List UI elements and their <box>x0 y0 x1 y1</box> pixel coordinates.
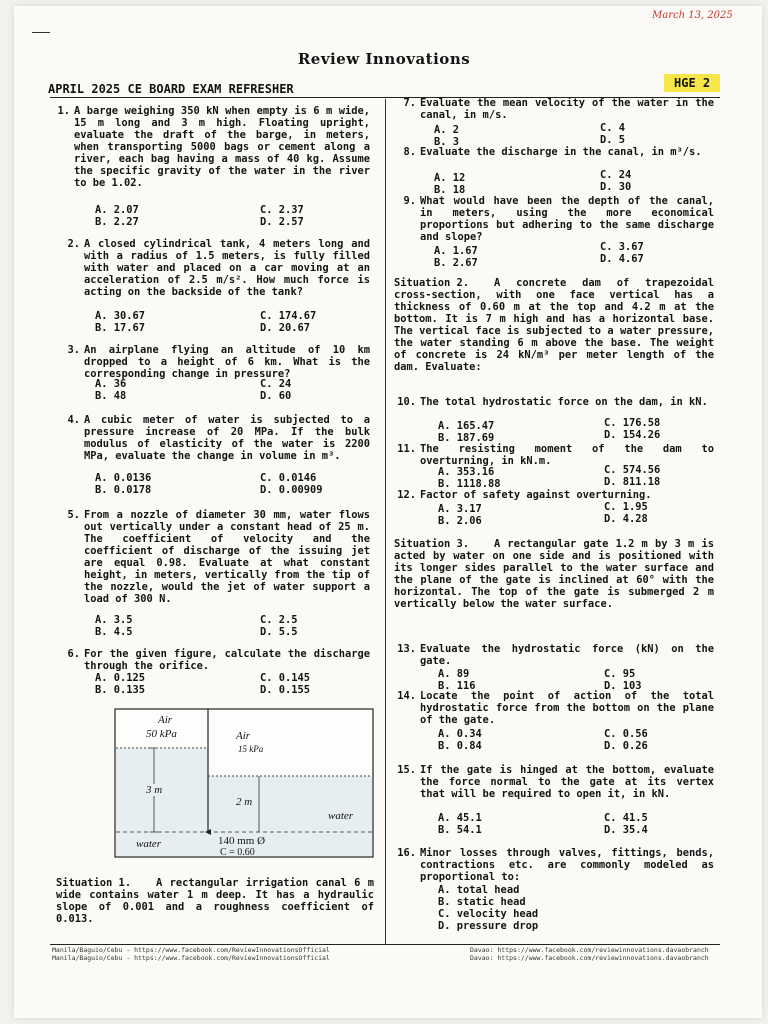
question-6: 6. For the given figure, calculate the discharge through the orifice. <box>67 648 370 672</box>
option-c: C. 3.67 <box>600 241 644 253</box>
option-b: B. 4.5 <box>95 626 133 638</box>
option-a: A. 3.17 <box>438 503 482 515</box>
option-d: D. 103 <box>604 680 642 692</box>
option-b: B. 0.0178 <box>95 484 152 496</box>
option-d: D. 0.155 <box>260 684 311 696</box>
orifice-diameter: 140 mm Ø <box>218 835 266 847</box>
question-4: 4. A cubic meter of water is subjected to a pressure increase of 20 MPa. If the bulk modulus of elasticity of the water is 2200 MPa, evaluate the change in volume in m³. <box>67 414 370 462</box>
option-a: A. 165.47 <box>438 420 495 432</box>
option-a: A. 3.5 <box>95 614 133 626</box>
option-b: B. 2.27 <box>95 216 139 228</box>
question-7: 7. Evaluate the mean velocity of the water in the canal, in m/s. <box>403 97 714 121</box>
options-16 <box>438 884 718 934</box>
option-a: A. 353.16 <box>438 466 495 478</box>
question-13: 13. Evaluate the hydrostatic force (kN) on the gate. <box>397 643 714 667</box>
option-d: D. 60 <box>260 390 292 402</box>
option-d: D. 20.67 <box>260 322 311 334</box>
option-d: D. 811.18 <box>604 476 661 488</box>
footer-left: Manila/Baguio/Cebu - https://www.facebook.com/ReviewInnovationsOfficial Manila/Baguio/Cebu - https://www.facebook.com/ReviewInnovationsOfficial <box>52 946 330 962</box>
question-14: 14. Locate the point of action of the total hydrostatic force from the bottom on the plane of the gate. <box>397 690 714 726</box>
option-a: A. total head <box>438 884 520 896</box>
option-b: B. 2.06 <box>438 515 482 527</box>
options-6 <box>95 672 375 698</box>
height-right: 2 m <box>236 796 253 808</box>
option-d: D. 30 <box>600 181 632 193</box>
option-d: D. 0.26 <box>604 740 648 752</box>
option-b: B. 2.67 <box>434 257 478 269</box>
question-11: 11. The resisting moment of the dam to overturning, in kN.m. <box>397 443 714 467</box>
air-label-left: Air <box>158 714 173 726</box>
options-2 <box>95 310 375 336</box>
option-c: C. 4 <box>600 122 626 134</box>
option-c: C. 24 <box>260 378 292 390</box>
option-c: C. velocity head <box>438 908 539 920</box>
option-a: A. 12 <box>434 172 466 184</box>
option-b: B. 0.135 <box>95 684 146 696</box>
question-15: 15. If the gate is hinged at the bottom, evaluate the force normal to the gate at its vertex that will be required to open it, in kN. <box>397 764 714 800</box>
option-b: B. 3 <box>434 136 460 148</box>
brand-title: Review Innovations <box>297 50 471 68</box>
option-a: A. 2 <box>434 124 460 136</box>
option-c: C. 0.56 <box>604 728 648 740</box>
option-c: C. 24 <box>600 169 632 181</box>
option-d: D. 4.67 <box>600 253 644 265</box>
orifice-coefficient: C = 0.60 <box>220 847 255 858</box>
situation-2: Situation 2. A concrete dam of trapezoidal cross-section, with one face vertical has a thickness of 0.60 m at the top and 4.2 m at the bottom. It is 7 m high and has a horizontal base. The vertical face is subjected to a water pressure, the water standing 6 m above the base. The weight of concrete is 24 kN/m³ per meter length of the dam. Evaluate: <box>394 277 714 373</box>
option-d: D. 5.5 <box>260 626 298 638</box>
options-1 <box>95 204 375 230</box>
option-c: C. 41.5 <box>604 812 648 824</box>
question-16: 16. Minor losses through valves, fittings, bends, contractions etc. are commonly modeled as proportional to: <box>397 847 714 883</box>
options-15 <box>438 812 718 838</box>
options-12 <box>438 503 718 529</box>
options-4 <box>95 472 375 498</box>
water-label-right: water <box>328 810 354 822</box>
option-d: D. 35.4 <box>604 824 648 836</box>
option-a: A. 30.67 <box>95 310 146 322</box>
option-c: C. 95 <box>604 668 636 680</box>
exam-header: APRIL 2025 CE BOARD EXAM REFRESHER <box>48 82 294 96</box>
option-c: C. 574.56 <box>604 464 661 476</box>
handwritten-date: March 13, 2025 <box>652 10 733 21</box>
option-a: A. 45.1 <box>438 812 482 824</box>
situation-3: Situation 3. A rectangular gate 1.2 m by 3 m is acted by water on one side and is positioned with its longer sides parallel to the water surface and the plane of the gate is inclined at 60° with the horizontal. The top of the gate is submerged 2 m vertically below the water surface. <box>394 538 714 610</box>
option-a: A. 1.67 <box>434 245 478 257</box>
option-d: D. pressure drop <box>438 920 539 932</box>
option-b: B. static head <box>438 896 526 908</box>
option-d: D. 5 <box>600 134 626 146</box>
option-d: D. 0.00909 <box>260 484 323 496</box>
option-c: C. 2.37 <box>260 204 304 216</box>
height-left: 3 m <box>146 784 163 796</box>
question-1: 1. A barge weighing 350 kN when empty is 6 m wide, 15 m long and 3 m high. Floating upright, evaluate the draft of the barge, in meters, when transporting 5000 bags or cement along a river, each bag having a mass of 40 kg. Assume the specific gravity of the water in the river to be 1.02. <box>57 105 370 189</box>
option-b: B. 18 <box>434 184 466 196</box>
question-9: 9. What would have been the depth of the canal, in meters, using the more economical proportions but adhering to the same discharge and slope? <box>403 195 714 243</box>
option-a: A. 2.07 <box>95 204 139 216</box>
option-b: B. 48 <box>95 390 127 402</box>
options-5 <box>95 614 375 640</box>
question-10: 10. The total hydrostatic force on the dam, in kN. <box>397 396 708 408</box>
option-a: A. 89 <box>438 668 470 680</box>
option-c: C. 0.145 <box>260 672 311 684</box>
option-a: A. 0.0136 <box>95 472 152 484</box>
option-b: B. 1118.88 <box>438 478 501 490</box>
water-label-left: water <box>136 838 162 850</box>
option-b: B. 116 <box>438 680 476 692</box>
option-c: C. 2.5 <box>260 614 298 626</box>
footer-rule <box>50 944 720 945</box>
question-3: 3. An airplane flying an altitude of 10 km dropped to a height of 6 km. What is the corresponding change in pressure? <box>67 344 370 380</box>
margin-mark <box>32 32 50 33</box>
tank-orifice-figure <box>114 708 374 858</box>
footer-right: Davao: https://www.facebook.com/reviewinnovations.davaobranch Davao: https://www.facebook.com/reviewinnovations.davaobranch <box>470 946 709 962</box>
option-c: C. 174.67 <box>260 310 317 322</box>
option-a: A. 0.34 <box>438 728 482 740</box>
option-b: B. 0.84 <box>438 740 482 752</box>
question-5: 5. From a nozzle of diameter 30 mm, water flows out vertically under a constant head of 25 m. The coefficient of velocity and the coefficient of discharge of the issuing jet are equal 0.98. Evaluate at what constant height, in meters, vertically from the tip of the nozzle, would the jet of water support a load of 300 N. <box>67 509 370 605</box>
air-label-right: Air <box>236 730 251 742</box>
options-9 <box>434 241 714 271</box>
pressure-right: 15 kPa <box>238 744 264 754</box>
option-c: C. 176.58 <box>604 417 661 429</box>
option-b: B. 54.1 <box>438 824 482 836</box>
options-3 <box>95 378 375 404</box>
question-12: 12. Factor of safety against overturning. <box>397 489 652 501</box>
option-d: D. 2.57 <box>260 216 304 228</box>
column-divider <box>385 99 386 944</box>
option-a: A. 36 <box>95 378 127 390</box>
option-b: B. 17.67 <box>95 322 146 334</box>
subject-code-badge: HGE 2 <box>664 74 720 92</box>
option-a: A. 0.125 <box>95 672 146 684</box>
option-d: D. 154.26 <box>604 429 661 441</box>
pressure-left: 50 kPa <box>146 728 177 740</box>
option-c: C. 1.95 <box>604 501 648 513</box>
options-14 <box>438 728 718 754</box>
situation-1: Situation 1. A rectangular irrigation canal 6 m wide contains water 1 m deep. It has a hydraulic slope of 0.001 and a roughness coefficient of 0.013. <box>56 877 374 925</box>
option-d: D. 4.28 <box>604 513 648 525</box>
option-b: B. 187.69 <box>438 432 495 444</box>
question-2: 2. A closed cylindrical tank, 4 meters long and with a radius of 1.5 meters, is fully filled with water and placed on a car moving at an acceleration of 2.5 m/s². How much force is acting on the backside of the tank? <box>67 238 370 298</box>
question-8: 8. Evaluate the discharge in the canal, in m³/s. <box>403 146 702 158</box>
option-c: C. 0.0146 <box>260 472 317 484</box>
